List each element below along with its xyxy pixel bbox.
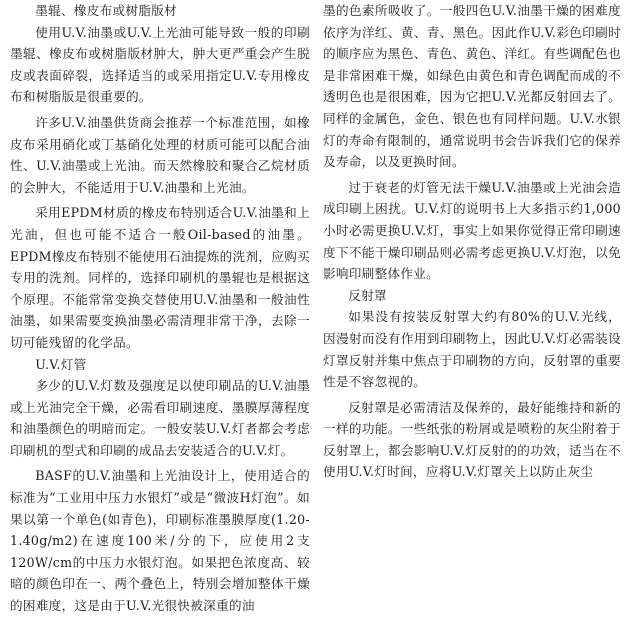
right-column [323,0,621,565]
paragraph-basf: BASF的U.V.油墨和上光油设计上，使用适合的标准为“工业用中压力水银灯”或是“微波H灯泡”。如果以第一个单色(如青色)，印刷标准墨膜厚度(1.20-1.40g/m2)在速度100米/分的下，应使用2支120W/cm的中压力水银灯泡。如果把色浓度高、较暗的颜色印在一、两个叠色上，特别会增加整体干燥的困难度，这是由于U.V.光很快被深重的油 [10,468,310,614]
paragraph-epdm: 采用EPDM材质的橡皮布特别适合U.V.油墨和上光油，但也可能不适合一般Oil-based的油墨。EPDM橡皮布特别不能使用石油提炼的洗剂，应购买专用的洗剂。同样的，选择印刷机的墨辊也是根据这个原理。不能常常变换交替使用U.V.油墨和一般油性油墨，如果需要变换油墨必需清理非常干净，去除一切可能残留的化学品。 [10,205,310,350]
paragraph-aging-lamps: 过于衰老的灯管无法干燥U.V.油墨或上光油会造成印刷上困扰。U.V.灯的说明书上大多指示约1,000小时必需更换U.V.灯，事实上如果你觉得正常印刷速度下不能干燥印刷品则必需考虑更换U.V.灯泡，以免影响印刷整体作业。 [323,179,621,282]
paragraph-swelling: 使用U.V.油墨或U.V.上光油可能导致一般的印刷墨辊、橡皮布或树脂版材肿大，肿大更严重会产生脱皮或表面碎裂，选择适当的或采用指定U.V.专用橡皮布和树脂版是很重要的。 [10,24,310,105]
paragraph-reflector-importance: 如果没有按装反射罩大约有80%的U.V.光线，因漫射而没有作用到印刷物上，因此U.V.灯必需装设灯罩反射并集中焦点于印刷物的方向，反射罩的重要性是不容忽视的。 [323,309,621,390]
paragraph-pigment-absorption: 墨的色素所吸收了。一般四色U.V.油墨干燥的困难度依序为洋红、黄、青、黑色。因此作U.V.彩色印刷时的顺序应为黑色、青色、黄色、洋红。有些调配色也是非常困难干燥，如绿色由黄色和青色调配而成的不透明色也是很困难，因为它把U.V.光都反射回去了。同样的金属色，金色、银色也有同样问题。U.V.水银灯的寿命有限制的，通常说明书会告诉我们它的保养及寿命，以及更换时间。 [323,3,621,170]
heading-uv-lamp: U.V.灯管 [35,356,87,372]
paragraph-lamp-count: 多少的U.V.灯数及强度足以使印刷品的U.V.油墨或上光油完全干燥，必需看印刷速度、墨膜厚薄程度和油墨颜色的明暗而定。一般安装U.V.灯者都会考虑印刷机的型式和印刷的成品去安装适合的U.V.灯。 [10,378,310,458]
left-column [10,0,310,614]
heading-rollers-blankets: 墨辊、橡皮布或树脂版材 [35,3,178,18]
paragraph-reflector-maintenance: 反射罩是必需清洁及保养的，最好能维持和新的一样的功能。一些纸张的粉屑或是喷粉的灰尘附着于反射罩上，都会影响U.V.灯反射的的功效，适当在不使用U.V.灯时间，应将U.V.灯罩关上以防止灰尘 [323,399,621,480]
heading-reflector: 反射罩 [348,287,387,303]
paragraph-standard-range: 许多U.V.油墨供货商会推荐一个标准范围，如橡皮布采用硝化或丁基硝化处理的材质可能可以配合油性、U.V.油墨或上光油。而天然橡胶和聚合乙烷材质的会肿大，不能适用于U.V.油墨和上光油。 [10,114,310,195]
